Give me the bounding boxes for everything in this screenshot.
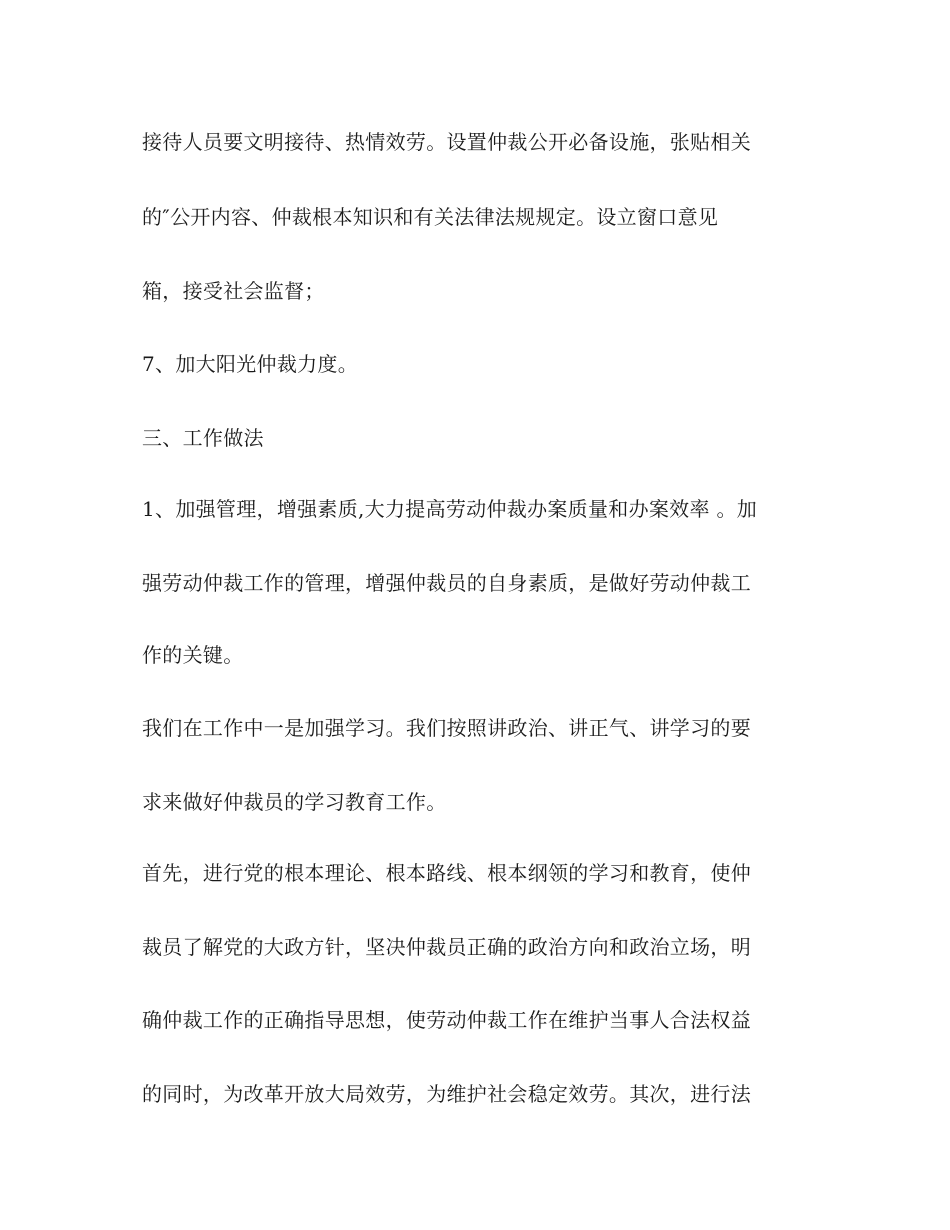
section-heading: 三、工作做法 [142,426,264,450]
text-line: 作的关键。 [142,643,244,667]
text-line: 箱，接受社会监督； [142,279,325,303]
text-line: 的″公开内容、仲裁根本知识和有关法律法规规定。设立窗口意见 [142,205,719,229]
text-line: 接待人员要文明接待、热情效劳。设置仲裁公开必备设施，张贴相关 [142,130,751,154]
text-line: 确仲裁工作的正确指导思想，使劳动仲裁工作在维护当事人合法权益 [142,1008,751,1032]
text-line: 求来做好仲裁员的学习教育工作。 [142,790,447,814]
text-line: 裁员了解党的大政方针，坚决仲裁员正确的政治方向和政治立场，明 [142,935,751,959]
text-line: 我们在工作中一是加强学习。我们按照讲政治、讲正气、讲学习的要 [142,716,751,740]
text-line: 7、加大阳光仲裁力度。 [142,352,359,376]
text-line: 首先，进行党的根本理论、根本路线、根本纲领的学习和教育，使仲 [142,861,751,885]
text-line: 强劳动仲裁工作的管理，增强仲裁员的自身素质，是做好劳动仲裁工 [142,571,751,595]
text-line: 的同时，为改革开放大局效劳，为维护社会稳定效劳。其次，进行法 [142,1082,751,1106]
text-line: 1、加强管理，增强素质,大力提高劳动仲裁办案质量和办案效率 。加 [142,497,758,521]
